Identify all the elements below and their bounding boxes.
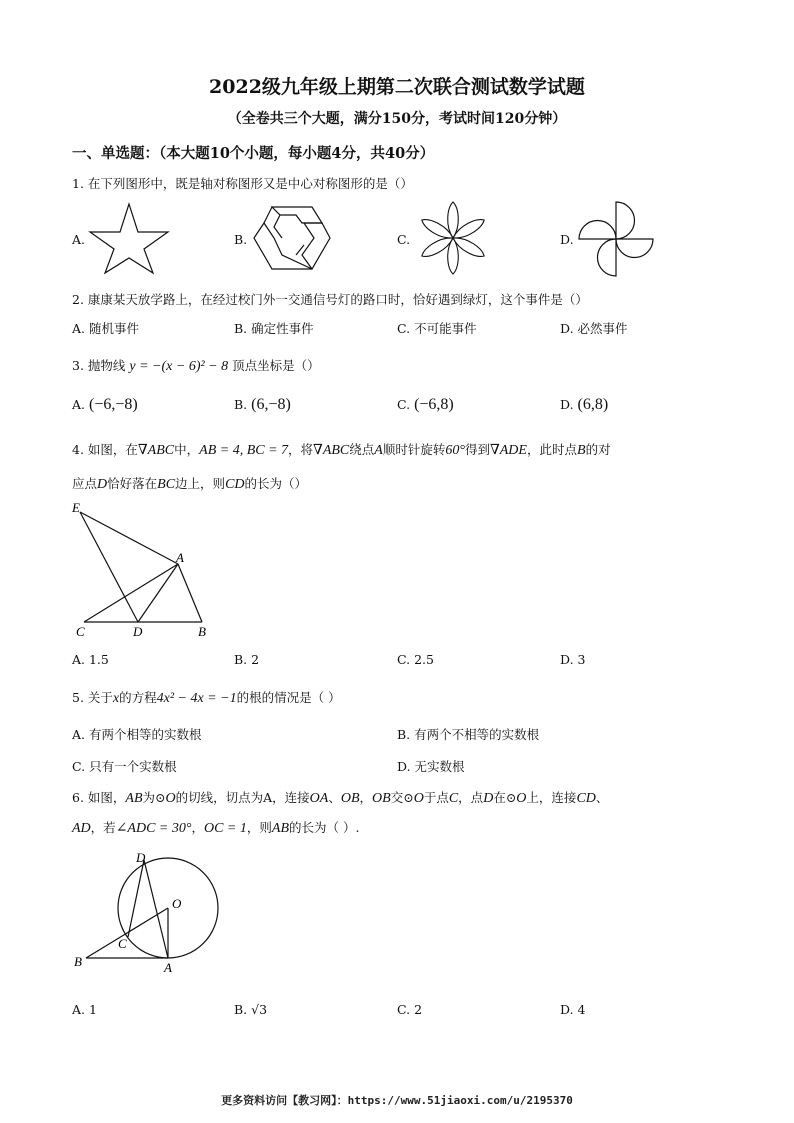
q3-option-d (560, 396, 608, 414)
q6-text: ， (191, 820, 204, 835)
q3-option-a-label: A. (72, 397, 86, 412)
flower-petals-icon (416, 200, 490, 276)
q6-text: ，则 (246, 820, 272, 835)
q6-text: 为⊙ (142, 790, 166, 805)
q6-label-o: O (172, 896, 182, 911)
q4-triangle-abc: ∇ABC (313, 443, 350, 458)
q6-segment-ab: AB (125, 791, 143, 806)
q3-option-b-label: B. (234, 397, 248, 412)
q6-segment-ob: OB (372, 791, 391, 806)
q4-angle: 60° (445, 443, 465, 458)
q5-equation: 4x² − 4x = −1 (156, 691, 237, 706)
q1-option-b-label: B. (234, 232, 248, 247)
q6-circle-figure (72, 850, 232, 975)
q6-text: 、 (328, 790, 341, 805)
q5-option-d: D. 无实数根 (397, 759, 465, 774)
q4-point-d: D (97, 477, 108, 492)
q4-text: ，将 (288, 442, 314, 457)
q3-option-a (72, 396, 138, 414)
recycle-hexagon-icon (252, 205, 332, 271)
q4-text: 恰好落在 (107, 476, 158, 491)
q4-label-e: E (72, 500, 80, 515)
q4-text: 的长为（） (244, 476, 308, 491)
q5-option-c: C. 只有一个实数根 (72, 759, 177, 774)
q2-option-d: D. 必然事件 (560, 321, 628, 336)
q6-option-a: A. 1 (72, 1002, 97, 1017)
q1-option-c-label: C. (397, 232, 411, 247)
page-title: 2022级九年级上期第二次联合测试数学试题 (209, 76, 585, 98)
footer-link[interactable]: 更多资料访问【教习网】：https://www.51jiaoxi.com/u/2195370 (221, 1094, 573, 1107)
q4-text: 边上，则 (175, 476, 226, 491)
q3-option-d-label: D. (560, 397, 574, 412)
q4-text: ，此时点 (526, 442, 577, 457)
q6-point-o: O (516, 791, 527, 806)
q1-option-d-label: D. (560, 232, 574, 247)
q4-text: 顺时针旋转 (382, 442, 446, 457)
q4-option-d: D. 3 (560, 652, 586, 667)
q4-triangle-abc: ∇ABC (137, 443, 175, 458)
q2-option-b: B. 确定性事件 (234, 321, 314, 336)
q4-text: 应点 (72, 476, 98, 491)
q6-option-d: D. 4 (560, 1002, 586, 1017)
q6-text: 上，连接 (526, 790, 577, 805)
q6-text: 交⊙ (390, 790, 414, 805)
q5-option-a: A. 有两个相等的实数根 (72, 727, 202, 742)
q6-segment-ad: AD (72, 821, 91, 836)
q3-option-b (234, 396, 291, 414)
q4-triangle-ade: ∇ADE (489, 443, 527, 458)
q3-formula: y = −(x − 6)² − 8 (129, 359, 229, 374)
question-6-line-1 (72, 788, 608, 807)
q4-text: 的对 (585, 442, 611, 457)
q1-option-a-label: A. (72, 232, 86, 247)
question-2-stem: 2. 康康某天放学路上，在经过校门外一交通信号灯的路口时，恰好遇到绿灯，这个事件是（） (72, 292, 588, 307)
q6-label-d: D (136, 850, 146, 865)
q6-text: 在⊙ (493, 790, 517, 805)
q6-label-b: B (74, 954, 82, 969)
question-6-line-2 (72, 818, 359, 837)
q6-text: 的长为（ ）. (289, 820, 360, 835)
q6-label-a: A (164, 960, 172, 975)
q6-text: 的切线，切点为A，连接 (175, 790, 310, 805)
q6-condition-angle: ∠ADC = 30° (115, 821, 192, 836)
pinwheel-icon (576, 200, 656, 278)
page-subtitle: （全卷共三个大题，满分150分，考试时间120分钟） (227, 111, 567, 127)
q6-text: 、 (595, 790, 609, 805)
q4-text: 绕点 (349, 442, 375, 457)
q3-option-d-value: (6,8) (577, 396, 609, 413)
q6-condition-oc: OC = 1 (203, 821, 247, 836)
q3-stem-suffix: 顶点坐标是（） (232, 358, 320, 373)
q6-label-c: C (118, 936, 127, 951)
star-icon (88, 202, 170, 274)
q5-variable: x (112, 691, 120, 706)
q5-text: 的根的情况是（ ） (236, 690, 341, 705)
q6-option-b: B. √3 (234, 1002, 268, 1017)
q4-label-c: C (76, 624, 85, 639)
q3-option-c (397, 396, 454, 414)
q3-option-c-value: (−6,8) (414, 396, 454, 413)
q6-segment-oa: OA (309, 791, 329, 806)
q2-option-c: C. 不可能事件 (397, 321, 477, 336)
q4-option-a: A. 1.5 (72, 652, 109, 667)
q6-text: ，若 (90, 820, 116, 835)
q6-option-c: C. 2 (397, 1002, 423, 1017)
q6-segment-cd: CD (576, 791, 596, 806)
q5-text: 5. 关于 (72, 690, 113, 705)
q4-label-d: D (133, 624, 143, 639)
question-4-line-1 (72, 440, 611, 459)
q5-text: 的方程 (119, 690, 157, 705)
q6-point-d: D (483, 791, 494, 806)
q6-segment-ab: AB (271, 821, 290, 836)
q6-text: 6. 如图， (72, 790, 126, 805)
q6-point-o: O (165, 791, 176, 806)
q3-option-b-value: (6,−8) (251, 396, 291, 413)
q4-text: 得到 (464, 442, 490, 457)
q3-stem-prefix: 3. 抛物线 (72, 358, 126, 373)
section-heading: 一、单选题：（本大题10个小题，每小题4分，共40分） (72, 145, 435, 162)
q4-point-a: A (374, 443, 383, 458)
q4-label-a: A (176, 550, 184, 565)
q4-point-b: B (577, 443, 586, 458)
q4-option-b: B. 2 (234, 652, 260, 667)
q4-triangle-figure (72, 502, 222, 642)
q6-point-o: O (413, 791, 424, 806)
q4-segment-cd: CD (225, 477, 245, 492)
q6-segment-ob: OB (340, 791, 360, 806)
q4-condition: AB = 4, BC = 7 (199, 443, 289, 458)
q6-text: ，点 (458, 790, 484, 805)
question-4-line-2 (72, 474, 307, 493)
question-3-stem (72, 356, 320, 375)
q6-text: ， (359, 790, 373, 805)
q5-option-b: B. 有两个不相等的实数根 (397, 727, 540, 742)
q4-label-b: B (198, 624, 206, 639)
question-1-stem: 1. 在下列图形中，既是轴对称图形又是中心对称图形的是（） (72, 176, 413, 191)
q4-option-c: C. 2.5 (397, 652, 434, 667)
q4-segment-bc: BC (157, 477, 176, 492)
q2-option-a: A. 随机事件 (72, 321, 139, 336)
q6-text: 于点 (423, 790, 449, 805)
q3-option-a-value: (−6,−8) (89, 396, 138, 413)
question-5-stem (72, 688, 341, 707)
q4-text: 中， (174, 442, 200, 457)
q3-option-c-label: C. (397, 397, 411, 412)
q4-text: 4. 如图，在 (72, 442, 138, 457)
q6-point-c: C (448, 791, 459, 806)
